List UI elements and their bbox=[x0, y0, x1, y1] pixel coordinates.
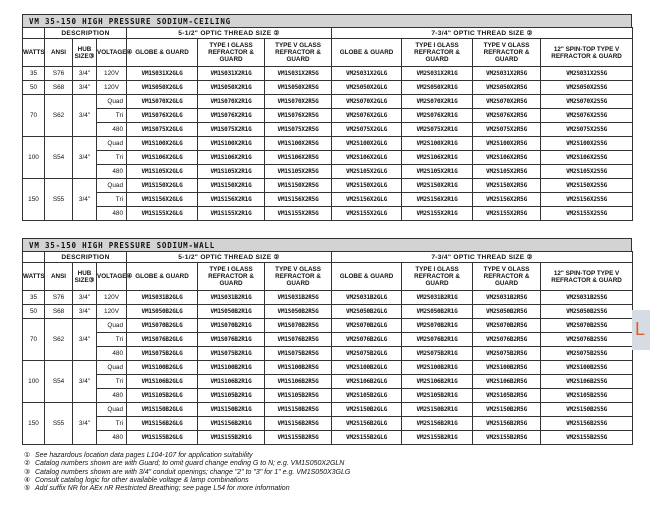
footnote bbox=[24, 460, 350, 468]
wall-catalog-table bbox=[22, 251, 633, 445]
catalog-number-cell[interactable]: VM1S070X2R5G bbox=[265, 95, 332, 109]
cell-hub: 3/4" bbox=[73, 95, 97, 137]
cell-watts: 35 bbox=[23, 291, 45, 305]
group-header-optic-a: 5-1/2" OPTIC THREAD SIZE ② bbox=[127, 28, 332, 39]
catalog-number-cell[interactable]: VM2S105X2S5G bbox=[541, 165, 633, 179]
catalog-number-cell[interactable]: VM2S100B2R5G bbox=[473, 361, 541, 375]
ceiling-catalog-table bbox=[22, 27, 633, 221]
column-header: GLOBE & GUARD bbox=[332, 39, 402, 67]
catalog-number-cell[interactable]: VM1S070B2R5G bbox=[265, 319, 332, 333]
cell-hub: 3/4" bbox=[73, 403, 97, 445]
group-header-optic-b: 7-3/4" OPTIC THREAD SIZE ② bbox=[332, 252, 633, 263]
catalog-number-cell[interactable]: VM1S076B2GLG bbox=[127, 333, 198, 347]
cell-ansi: S68 bbox=[45, 305, 73, 319]
cell-hub: 3/4" bbox=[73, 291, 97, 305]
column-header: TYPE V GLASS REFRACTOR & GUARD bbox=[473, 263, 541, 291]
catalog-number-cell[interactable]: VM1S100X2R1G bbox=[198, 137, 265, 151]
catalog-number-cell[interactable]: VM2S075X2R1G bbox=[402, 123, 473, 137]
catalog-number-cell[interactable]: VM1S105B2GLG bbox=[127, 389, 198, 403]
catalog-number-cell[interactable]: VM1S155B2GLG bbox=[127, 431, 198, 445]
catalog-number-cell[interactable]: VM2S106B2S5G bbox=[541, 375, 633, 389]
catalog-number-cell[interactable]: VM1S156B2R5G bbox=[265, 417, 332, 431]
catalog-number-cell[interactable]: VM2S150X2R5G bbox=[473, 179, 541, 193]
catalog-number-cell[interactable]: VM2S106X2R5G bbox=[473, 151, 541, 165]
wall-table-section bbox=[22, 238, 632, 445]
catalog-number-cell[interactable]: VM1S076X2GLG bbox=[127, 109, 198, 123]
table-row bbox=[23, 151, 633, 165]
table-row bbox=[23, 165, 633, 179]
catalog-number-cell[interactable]: VM2S100B2R1G bbox=[402, 361, 473, 375]
catalog-number-cell[interactable]: VM1S075B2R5G bbox=[265, 347, 332, 361]
catalog-number-cell[interactable]: VM1S156X2R5G bbox=[265, 193, 332, 207]
section-tab[interactable] bbox=[632, 310, 650, 350]
column-header: ANSI bbox=[45, 39, 73, 67]
catalog-number-cell[interactable]: VM1S050B2GLG bbox=[127, 305, 198, 319]
column-header: TYPE V GLASS REFRACTOR & GUARD bbox=[265, 39, 332, 67]
cell-voltage: Quad bbox=[97, 361, 127, 375]
column-header: TYPE V GLASS REFRACTOR & GUARD bbox=[265, 263, 332, 291]
catalog-number-cell[interactable]: VM1S155B2R5G bbox=[265, 431, 332, 445]
catalog-number-cell[interactable]: VM1S156B2R1G bbox=[198, 417, 265, 431]
catalog-number-cell[interactable]: VM2S076X2R1G bbox=[402, 109, 473, 123]
footnote-marker: ④ bbox=[24, 476, 31, 484]
table-row bbox=[23, 123, 633, 137]
catalog-number-cell[interactable]: VM2S106B2R5G bbox=[473, 375, 541, 389]
footnote-text: Catalog numbers shown are with Guard; to omit guard change ending G to N; e.g. VM1S050X2GLN bbox=[35, 460, 345, 468]
column-header: HUB SIZE③ bbox=[73, 263, 97, 291]
catalog-number-cell[interactable]: VM1S031B2R1G bbox=[198, 291, 265, 305]
group-header-optic-a: 5-1/2" OPTIC THREAD SIZE ② bbox=[127, 252, 332, 263]
footnote-text: Add suffix NR for AEx nR Restricted Breathing; see page L54 for more information bbox=[35, 485, 290, 493]
catalog-number-cell[interactable]: VM1S105X2R1G bbox=[198, 165, 265, 179]
table-row bbox=[23, 375, 633, 389]
catalog-number-cell[interactable]: VM1S150B2R1G bbox=[198, 403, 265, 417]
catalog-number-cell[interactable]: VM1S050B2R1G bbox=[198, 305, 265, 319]
catalog-number-cell[interactable]: VM1S150X2GLG bbox=[127, 179, 198, 193]
column-header: GLOBE & GUARD bbox=[127, 39, 198, 67]
cell-voltage: Quad bbox=[97, 403, 127, 417]
cell-hub: 3/4" bbox=[73, 319, 97, 361]
catalog-number-cell[interactable]: VM2S156X2R5G bbox=[473, 193, 541, 207]
cell-voltage: 120V bbox=[97, 67, 127, 81]
catalog-number-cell[interactable]: VM2S105X2R5G bbox=[473, 165, 541, 179]
catalog-number-cell[interactable]: VM2S100X2S5G bbox=[541, 137, 633, 151]
table-row bbox=[23, 179, 633, 193]
catalog-number-cell[interactable]: VM1S070X2R1G bbox=[198, 95, 265, 109]
cell-hub: 3/4" bbox=[73, 305, 97, 319]
cell-voltage: 480 bbox=[97, 389, 127, 403]
catalog-number-cell[interactable]: VM2S031B2R1G bbox=[402, 291, 473, 305]
catalog-number-cell[interactable]: VM2S156B2GLG bbox=[332, 417, 402, 431]
cell-ansi: S62 bbox=[45, 319, 73, 361]
table-row bbox=[23, 291, 633, 305]
table-row bbox=[23, 319, 633, 333]
catalog-number-cell[interactable]: VM2S155X2GLG bbox=[332, 207, 402, 221]
catalog-number-cell[interactable]: VM2S076X2S5G bbox=[541, 109, 633, 123]
table-title: VM 35-150 HIGH PRESSURE SODIUM-WALL bbox=[22, 238, 632, 251]
cell-ansi: S68 bbox=[45, 81, 73, 95]
catalog-number-cell[interactable]: VM1S150B2R5G bbox=[265, 403, 332, 417]
catalog-number-cell[interactable]: VM2S106X2S5G bbox=[541, 151, 633, 165]
column-header: TYPE I GLASS REFRACTOR & GUARD bbox=[402, 263, 473, 291]
catalog-number-cell[interactable]: VM2S031X2S5G bbox=[541, 67, 633, 81]
catalog-number-cell[interactable]: VM2S156B2R1G bbox=[402, 417, 473, 431]
catalog-number-cell[interactable]: VM1S031X2R5G bbox=[265, 67, 332, 81]
catalog-number-cell[interactable]: VM1S105X2R5G bbox=[265, 165, 332, 179]
catalog-number-cell[interactable]: VM1S031X2R1G bbox=[198, 67, 265, 81]
cell-watts: 70 bbox=[23, 319, 45, 361]
catalog-number-cell[interactable]: VM2S105B2R5G bbox=[473, 389, 541, 403]
cell-watts: 70 bbox=[23, 95, 45, 137]
footnote bbox=[24, 477, 350, 485]
footnote-marker: ③ bbox=[24, 468, 31, 476]
table-row bbox=[23, 207, 633, 221]
catalog-number-cell[interactable]: VM1S105X2GLG bbox=[127, 165, 198, 179]
cell-ansi: S76 bbox=[45, 291, 73, 305]
column-header: ANSI bbox=[45, 263, 73, 291]
catalog-number-cell[interactable]: VM1S075B2GLG bbox=[127, 347, 198, 361]
column-header: WATTS bbox=[23, 263, 45, 291]
catalog-number-cell[interactable]: VM1S105B2R1G bbox=[198, 389, 265, 403]
catalog-number-cell[interactable]: VM1S156B2GLG bbox=[127, 417, 198, 431]
catalog-number-cell[interactable]: VM2S070X2R5G bbox=[473, 95, 541, 109]
catalog-number-cell[interactable]: VM2S050B2R1G bbox=[402, 305, 473, 319]
cell-voltage: 120V bbox=[97, 291, 127, 305]
cell-voltage: 120V bbox=[97, 81, 127, 95]
cell-voltage: Tri bbox=[97, 375, 127, 389]
cell-voltage: 480 bbox=[97, 123, 127, 137]
cell-ansi: S54 bbox=[45, 361, 73, 403]
catalog-number-cell[interactable]: VM2S050B2R5G bbox=[473, 305, 541, 319]
section-tab-letter: L bbox=[635, 319, 646, 339]
catalog-number-cell[interactable]: VM2S156B2R5G bbox=[473, 417, 541, 431]
catalog-number-cell[interactable]: VM1S100X2GLG bbox=[127, 137, 198, 151]
catalog-number-cell[interactable]: VM2S031X2R5G bbox=[473, 67, 541, 81]
cell-watts: 150 bbox=[23, 179, 45, 221]
catalog-number-cell[interactable]: VM2S031X2R1G bbox=[402, 67, 473, 81]
table-row bbox=[23, 347, 633, 361]
cell-ansi: S62 bbox=[45, 95, 73, 137]
spacer-cell bbox=[23, 28, 45, 39]
catalog-number-cell[interactable]: VM1S031X2GLG bbox=[127, 67, 198, 81]
catalog-number-cell[interactable]: VM2S031B2S5G bbox=[541, 291, 633, 305]
cell-voltage: Tri bbox=[97, 109, 127, 123]
catalog-number-cell[interactable]: VM1S050X2R5G bbox=[265, 81, 332, 95]
catalog-number-cell[interactable]: VM1S100B2GLG bbox=[127, 361, 198, 375]
cell-watts: 100 bbox=[23, 361, 45, 403]
catalog-number-cell[interactable]: VM1S106X2R1G bbox=[198, 151, 265, 165]
catalog-number-cell[interactable]: VM1S075X2R1G bbox=[198, 123, 265, 137]
catalog-number-cell[interactable]: VM1S100B2R1G bbox=[198, 361, 265, 375]
column-header: TYPE I GLASS REFRACTOR & GUARD bbox=[198, 263, 265, 291]
column-header: TYPE I GLASS REFRACTOR & GUARD bbox=[402, 39, 473, 67]
catalog-number-cell[interactable]: VM2S105B2GLG bbox=[332, 389, 402, 403]
catalog-number-cell[interactable]: VM1S031B2GLG bbox=[127, 291, 198, 305]
footnote-text: Consult catalog logic for other available voltage & lamp combinations bbox=[35, 476, 249, 484]
catalog-number-cell[interactable]: VM2S106B2R1G bbox=[402, 375, 473, 389]
catalog-number-cell[interactable]: VM1S150B2GLG bbox=[127, 403, 198, 417]
column-header: 12" SPIN-TOP TYPE V REFRACTOR & GUARD bbox=[541, 263, 633, 291]
cell-watts: 150 bbox=[23, 403, 45, 445]
catalog-number-cell[interactable]: VM1S076B2R5G bbox=[265, 333, 332, 347]
catalog-number-cell[interactable]: VM2S150B2R5G bbox=[473, 403, 541, 417]
catalog-number-cell[interactable]: VM2S050X2R1G bbox=[402, 81, 473, 95]
table-row bbox=[23, 95, 633, 109]
catalog-number-cell[interactable]: VM1S050B2R5G bbox=[265, 305, 332, 319]
catalog-number-cell[interactable]: VM2S155X2R5G bbox=[473, 207, 541, 221]
footnote-text: Catalog numbers shown are with 3/4" conduit openings; change "2" to "3" for 1" e.g. VM1S050X3GLG bbox=[35, 468, 351, 476]
cell-ansi: S54 bbox=[45, 137, 73, 179]
catalog-number-cell[interactable]: VM2S150X2S5G bbox=[541, 179, 633, 193]
catalog-number-cell[interactable]: VM2S031X2GLG bbox=[332, 67, 402, 81]
catalog-number-cell[interactable]: VM1S155X2R1G bbox=[198, 207, 265, 221]
footnote-marker: ① bbox=[24, 452, 31, 459]
catalog-number-cell[interactable]: VM2S075B2R5G bbox=[473, 347, 541, 361]
column-header: TYPE V GLASS REFRACTOR & GUARD bbox=[473, 39, 541, 67]
catalog-number-cell[interactable]: VM2S070B2R1G bbox=[402, 319, 473, 333]
catalog-number-cell[interactable]: VM2S155B2GLG bbox=[332, 431, 402, 445]
cell-hub: 3/4" bbox=[73, 81, 97, 95]
group-header-optic-b: 7-3/4" OPTIC THREAD SIZE ② bbox=[332, 28, 633, 39]
catalog-number-cell[interactable]: VM2S075X2GLG bbox=[332, 123, 402, 137]
catalog-number-cell[interactable]: VM2S100B2S5G bbox=[541, 361, 633, 375]
catalog-number-cell[interactable]: VM2S070X2S5G bbox=[541, 95, 633, 109]
catalog-number-cell[interactable]: VM1S075B2R1G bbox=[198, 347, 265, 361]
catalog-number-cell[interactable]: VM2S050B2S5G bbox=[541, 305, 633, 319]
catalog-number-cell[interactable]: VM2S150B2R1G bbox=[402, 403, 473, 417]
table-row bbox=[23, 403, 633, 417]
catalog-number-cell[interactable]: VM2S070B2GLG bbox=[332, 319, 402, 333]
cell-watts: 50 bbox=[23, 305, 45, 319]
catalog-number-cell[interactable]: VM2S106X2GLG bbox=[332, 151, 402, 165]
table-row bbox=[23, 333, 633, 347]
catalog-number-cell[interactable]: VM2S076X2GLG bbox=[332, 109, 402, 123]
catalog-number-cell[interactable]: VM2S070B2R5G bbox=[473, 319, 541, 333]
spacer-cell bbox=[23, 252, 45, 263]
group-header-description: DESCRIPTION bbox=[45, 28, 127, 39]
catalog-number-cell[interactable]: VM1S106B2R5G bbox=[265, 375, 332, 389]
table-row bbox=[23, 109, 633, 123]
catalog-number-cell[interactable]: VM1S155B2R1G bbox=[198, 431, 265, 445]
catalog-number-cell[interactable]: VM2S150B2GLG bbox=[332, 403, 402, 417]
cell-voltage: Quad bbox=[97, 319, 127, 333]
catalog-number-cell[interactable]: VM1S100B2R5G bbox=[265, 361, 332, 375]
catalog-number-cell[interactable]: VM2S050B2GLG bbox=[332, 305, 402, 319]
catalog-number-cell[interactable]: VM2S076B2R5G bbox=[473, 333, 541, 347]
catalog-number-cell[interactable]: VM2S075X2S5G bbox=[541, 123, 633, 137]
catalog-number-cell[interactable]: VM1S150X2R5G bbox=[265, 179, 332, 193]
catalog-number-cell[interactable]: VM2S156X2S5G bbox=[541, 193, 633, 207]
catalog-number-cell[interactable]: VM2S100X2GLG bbox=[332, 137, 402, 151]
catalog-number-cell[interactable]: VM2S155B2R1G bbox=[402, 431, 473, 445]
catalog-number-cell[interactable]: VM2S100X2R1G bbox=[402, 137, 473, 151]
cell-voltage: 120V bbox=[97, 305, 127, 319]
catalog-number-cell[interactable]: VM2S070X2R1G bbox=[402, 95, 473, 109]
catalog-number-cell[interactable]: VM1S150X2R1G bbox=[198, 179, 265, 193]
cell-voltage: Quad bbox=[97, 179, 127, 193]
catalog-number-cell[interactable]: VM2S156B2S5G bbox=[541, 417, 633, 431]
catalog-number-cell[interactable]: VM1S076X2R1G bbox=[198, 109, 265, 123]
catalog-number-cell[interactable]: VM2S050X2S5G bbox=[541, 81, 633, 95]
footnote bbox=[24, 485, 350, 493]
table-row bbox=[23, 193, 633, 207]
catalog-number-cell[interactable]: VM2S031B2R5G bbox=[473, 291, 541, 305]
catalog-number-cell[interactable]: VM2S156X2R1G bbox=[402, 193, 473, 207]
catalog-number-cell[interactable]: VM1S106B2GLG bbox=[127, 375, 198, 389]
catalog-number-cell[interactable]: VM1S156X2R1G bbox=[198, 193, 265, 207]
catalog-number-cell[interactable]: VM1S050X2R1G bbox=[198, 81, 265, 95]
catalog-number-cell[interactable]: VM1S070B2R1G bbox=[198, 319, 265, 333]
table-row bbox=[23, 361, 633, 375]
catalog-number-cell[interactable]: VM1S106X2GLG bbox=[127, 151, 198, 165]
catalog-number-cell[interactable]: VM2S155X2R1G bbox=[402, 207, 473, 221]
catalog-number-cell[interactable]: VM1S070B2GLG bbox=[127, 319, 198, 333]
catalog-number-cell[interactable]: VM1S050X2GLG bbox=[127, 81, 198, 95]
cell-voltage: 480 bbox=[97, 431, 127, 445]
catalog-number-cell[interactable]: VM1S075X2R5G bbox=[265, 123, 332, 137]
catalog-number-cell[interactable]: VM2S050X2R5G bbox=[473, 81, 541, 95]
cell-voltage: Quad bbox=[97, 95, 127, 109]
catalog-number-cell[interactable]: VM2S106B2GLG bbox=[332, 375, 402, 389]
catalog-number-cell[interactable]: VM2S156X2GLG bbox=[332, 193, 402, 207]
column-header: GLOBE & GUARD bbox=[332, 263, 402, 291]
column-header: GLOBE & GUARD bbox=[127, 263, 198, 291]
catalog-number-cell[interactable]: VM2S100B2GLG bbox=[332, 361, 402, 375]
catalog-number-cell[interactable]: VM1S156X2GLG bbox=[127, 193, 198, 207]
table-row bbox=[23, 67, 633, 81]
column-header: 12" SPIN-TOP TYPE V REFRACTOR & GUARD bbox=[541, 39, 633, 67]
catalog-number-cell[interactable]: VM2S155B2S5G bbox=[541, 431, 633, 445]
cell-voltage: Tri bbox=[97, 333, 127, 347]
catalog-number-cell[interactable]: VM2S076B2S5G bbox=[541, 333, 633, 347]
catalog-number-cell[interactable]: VM2S100X2R5G bbox=[473, 137, 541, 151]
cell-voltage: Tri bbox=[97, 193, 127, 207]
catalog-number-cell[interactable]: VM2S075B2S5G bbox=[541, 347, 633, 361]
cell-ansi: S76 bbox=[45, 67, 73, 81]
catalog-number-cell[interactable]: VM2S075B2R1G bbox=[402, 347, 473, 361]
catalog-number-cell[interactable]: VM2S076B2GLG bbox=[332, 333, 402, 347]
catalog-number-cell[interactable]: VM2S070B2S5G bbox=[541, 319, 633, 333]
table-row bbox=[23, 137, 633, 151]
table-row bbox=[23, 431, 633, 445]
catalog-number-cell[interactable]: VM2S105X2GLG bbox=[332, 165, 402, 179]
footnote bbox=[24, 469, 350, 477]
catalog-number-cell[interactable]: VM2S031B2GLG bbox=[332, 291, 402, 305]
catalog-number-cell[interactable]: VM1S106X2R5G bbox=[265, 151, 332, 165]
catalog-number-cell[interactable]: VM1S155X2R5G bbox=[265, 207, 332, 221]
cell-ansi: S55 bbox=[45, 179, 73, 221]
cell-voltage: Quad bbox=[97, 137, 127, 151]
catalog-number-cell[interactable]: VM2S150X2R1G bbox=[402, 179, 473, 193]
column-header: HUB SIZE③ bbox=[73, 39, 97, 67]
column-header: VOLTAGE④ bbox=[97, 263, 127, 291]
column-header: WATTS bbox=[23, 39, 45, 67]
catalog-number-cell[interactable]: VM2S075X2R5G bbox=[473, 123, 541, 137]
catalog-number-cell[interactable]: VM1S076X2R5G bbox=[265, 109, 332, 123]
table-row bbox=[23, 81, 633, 95]
catalog-number-cell[interactable]: VM1S070X2GLG bbox=[127, 95, 198, 109]
catalog-number-cell[interactable]: VM2S155B2R5G bbox=[473, 431, 541, 445]
footnote-text: See hazardous location data pages L104-107 for application suitability bbox=[35, 452, 253, 459]
table-row bbox=[23, 417, 633, 431]
catalog-number-cell[interactable]: VM2S105B2S5G bbox=[541, 389, 633, 403]
cell-watts: 100 bbox=[23, 137, 45, 179]
catalog-number-cell[interactable]: VM2S105B2R1G bbox=[402, 389, 473, 403]
column-header: TYPE I GLASS REFRACTOR & GUARD bbox=[198, 39, 265, 67]
cell-hub: 3/4" bbox=[73, 179, 97, 221]
catalog-number-cell[interactable]: VM2S150B2S5G bbox=[541, 403, 633, 417]
cell-voltage: Tri bbox=[97, 151, 127, 165]
cell-watts: 35 bbox=[23, 67, 45, 81]
catalog-number-cell[interactable]: VM1S100X2R5G bbox=[265, 137, 332, 151]
cell-hub: 3/4" bbox=[73, 137, 97, 179]
cell-voltage: 480 bbox=[97, 165, 127, 179]
group-header-description: DESCRIPTION bbox=[45, 252, 127, 263]
table-row bbox=[23, 305, 633, 319]
cell-hub: 3/4" bbox=[73, 361, 97, 403]
catalog-number-cell[interactable]: VM1S105B2R5G bbox=[265, 389, 332, 403]
column-header: VOLTAGE④ bbox=[97, 39, 127, 67]
catalog-number-cell[interactable]: VM1S106B2R1G bbox=[198, 375, 265, 389]
cell-watts: 50 bbox=[23, 81, 45, 95]
cell-voltage: Tri bbox=[97, 417, 127, 431]
catalog-number-cell[interactable]: VM2S105X2R1G bbox=[402, 165, 473, 179]
cell-voltage: 480 bbox=[97, 207, 127, 221]
catalog-number-cell[interactable]: VM1S155X2GLG bbox=[127, 207, 198, 221]
catalog-number-cell[interactable]: VM2S075B2GLG bbox=[332, 347, 402, 361]
cell-voltage: 480 bbox=[97, 347, 127, 361]
catalog-number-cell[interactable]: VM1S076B2R1G bbox=[198, 333, 265, 347]
table-row bbox=[23, 389, 633, 403]
footnote-marker: ⑤ bbox=[24, 485, 31, 493]
cell-hub: 3/4" bbox=[73, 67, 97, 81]
catalog-number-cell[interactable]: VM2S150X2GLG bbox=[332, 179, 402, 193]
catalog-number-cell[interactable]: VM1S075X2GLG bbox=[127, 123, 198, 137]
catalog-number-cell[interactable]: VM1S031B2R5G bbox=[265, 291, 332, 305]
catalog-number-cell[interactable]: VM2S076X2R5G bbox=[473, 109, 541, 123]
catalog-number-cell[interactable]: VM2S155X2S5G bbox=[541, 207, 633, 221]
ceiling-table-section bbox=[22, 14, 632, 221]
table-title: VM 35-150 HIGH PRESSURE SODIUM-CEILING bbox=[22, 14, 632, 27]
footnotes bbox=[24, 452, 350, 493]
catalog-number-cell[interactable]: VM2S070X2GLG bbox=[332, 95, 402, 109]
footnote-marker: ② bbox=[24, 460, 31, 468]
catalog-number-cell[interactable]: VM2S050X2GLG bbox=[332, 81, 402, 95]
catalog-number-cell[interactable]: VM2S076B2R1G bbox=[402, 333, 473, 347]
cell-ansi: S55 bbox=[45, 403, 73, 445]
catalog-number-cell[interactable]: VM2S106X2R1G bbox=[402, 151, 473, 165]
